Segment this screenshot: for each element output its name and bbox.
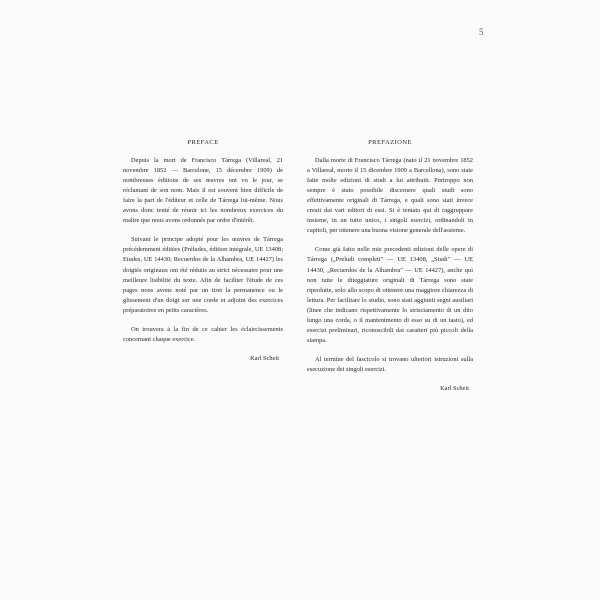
italian-signature: Karl Scheit: [440, 384, 469, 392]
italian-heading: PREFAZIONE: [368, 139, 412, 146]
page-number: 5: [479, 27, 484, 37]
italian-paragraph-2: Come già fatto nelle mie precedenti edizioni delle opere di Tárrega („Preludi completi" — UE 13408, „Studi" — UE 14430, „Recuerdos de la Alhambra" — UE 14427), anche qui non tutte le diteggiature originali di Tárrega sono state ripeolutte, solo allo scopo di ottenere una maggiore chiarezza di lettura. Per facilitare lo studio, sono stati aggiunti segni ausiliari (linee che indicano rispettivamente lo strisciamento di un dito lungo una corda, o il mantenimento di esso su di un tasto), ed esercizi preliminari, riconoscibili dai caratteri più piccoli della stampa.: [307, 246, 473, 344]
french-signature: Karl Scheit: [250, 354, 279, 362]
french-paragraph-2: Suivant le principe adopté pour les œuvres de Tárrega précédemment éditées (Préludes, édition intégrale, UE 13408; Etudes, UE 14430; Recuerdos de la Alhambra, UE 14427) les doigtés originaux ont été réduits au strict nécessaire pour une meilleure lisibilité du texte. Afin de faciliter l'étude de ces pages nous avons noté par un tiret la permanence ou le glissement d'un doigt sur une corde et adjoint des exercices préparatoires en petits caractères.: [123, 236, 283, 314]
italian-preface-column: [307, 138, 473, 394]
french-paragraph-1: Depuis la mort de Francisco Tárrega (Villareal, 21 novembre 1852 — Barcelone, 15 décembre 1909) de nombreuses éditions de ses œuvres ont vu le jour, se réclamant de son nom. Mais il est souvent bien difficile de faire la part de l'éditeur et celle de Tárrega lui-même. Nous avons donc tenté de réunir ici les nombreux exercices du maître que nous avons ordonnés par ordre d'intérêt.: [123, 157, 283, 225]
french-preface-column: [123, 138, 283, 364]
french-paragraph-3: On trouvera à la fin de ce cahier les éclaircissements concernant chaque exercice.: [123, 325, 283, 343]
french-heading: PREFACE: [187, 139, 219, 146]
italian-paragraph-1: Dalla morte di Francisco Tárrega (nato il 21 novembre 1852 a Villareal, morto il 15 dicembre 1909 a Barcellona), sono state fatte molte edizioni di studi a lui attribuiti. Purtroppo non sempre è stato possibile discernere quali studi sono effettivamente originali di Tárrega, e quali sono stati invece creati dai vari editori di essi. Si è tentato qui di raggruppare insieme, in un tutto unico, i singoli esercizi, ordinandoli in capitoli, per ottenere una buona visione generale dell'assieme.: [307, 157, 473, 235]
italian-paragraph-3: Al termine del fascicolo si trovano ulteriori istruzioni sulla esecuzione dei singoli esercizi.: [307, 355, 473, 373]
